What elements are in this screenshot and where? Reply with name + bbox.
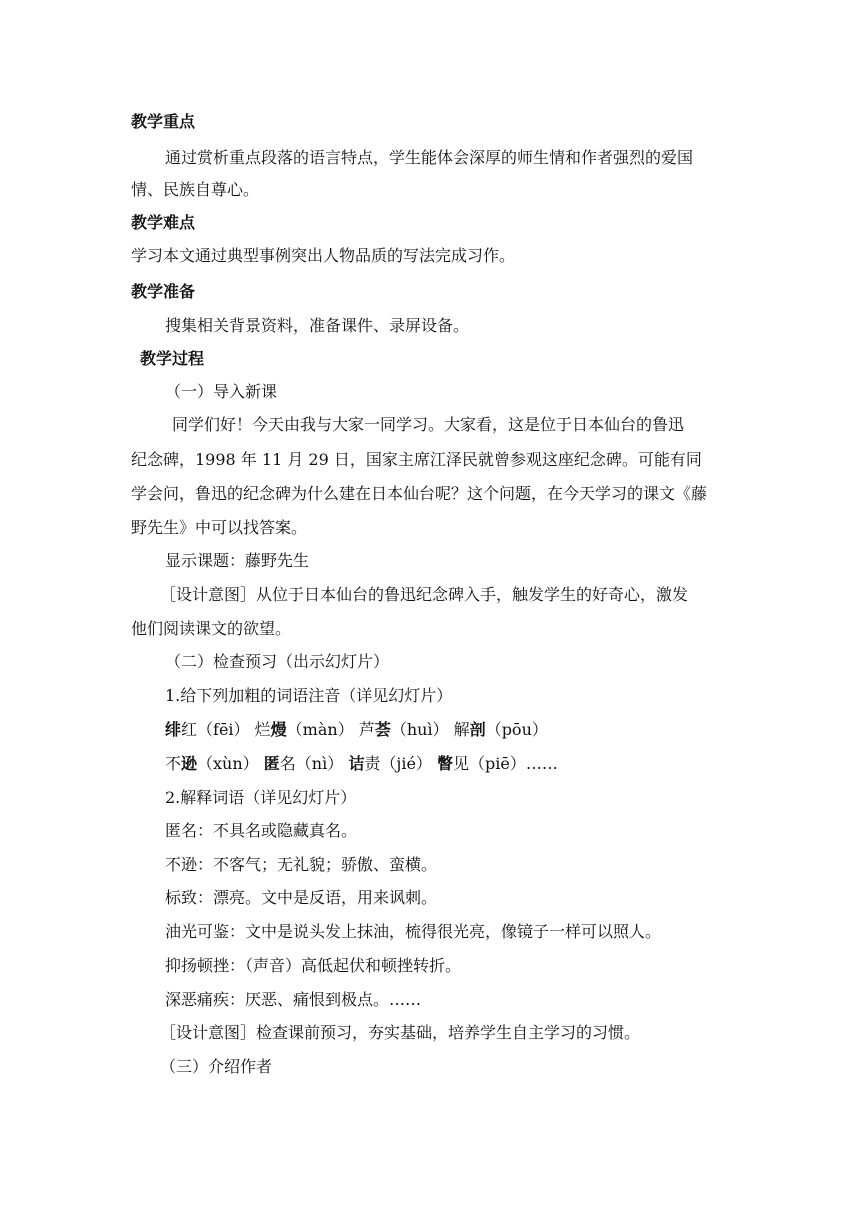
key-points-text-line2: 情、民族自尊心。 — [131, 180, 260, 199]
heading-process: 教学过程 — [140, 349, 205, 368]
part1-intent-line2: 他们阅读课文的欲望。 — [131, 619, 292, 638]
pinyin-word: 解剖（pōu） — [453, 720, 548, 739]
part1-para-line2: 纪念碑，1998 年 11 月 29 日，国家主席江泽民就曾参观这座纪念碑。可能有同 — [131, 450, 702, 469]
pinyin-row-1 — [165, 720, 548, 740]
pinyin-word: 芦荟（huì） — [358, 720, 449, 739]
key-points-text-line1: 通过赏析重点段落的语言特点，学生能体会深厚的师生情和作者强烈的爱国 — [165, 148, 694, 167]
part3-title: （三）介绍作者 — [160, 1057, 273, 1076]
definition-item: 深恶痛疾：厌恶、痛恨到极点。…… — [165, 990, 422, 1009]
pinyin-word: 匿名（nì） — [263, 754, 344, 773]
part1-intent-line1: ［设计意图］从位于日本仙台的鲁迅纪念碑入手，触发学生的好奇心，激发 — [160, 585, 689, 604]
preparation-text: 搜集相关背景资料，准备课件、录屏设备。 — [165, 316, 470, 335]
part2-title: （二）检查预习（出示幻灯片） — [165, 652, 390, 671]
part1-title: （一）导入新课 — [165, 382, 278, 401]
pinyin-word: 烂熳（màn） — [254, 720, 354, 739]
definition-item: 抑扬顿挫：（声音）高低起伏和顿挫转折。 — [165, 956, 462, 975]
part2-intent: ［设计意图］检查课前预习，夯实基础，培养学生自主学习的习惯。 — [160, 1023, 641, 1042]
pinyin-word: 瞥见（piē）…… — [437, 754, 558, 773]
part2-item1-title: 1.给下列加粗的词语注音（详见幻灯片） — [165, 686, 453, 705]
pinyin-word: 绯红（fēi） — [165, 720, 250, 739]
part1-para-line1: 同学们好！今天由我与大家一同学习。大家看，这是位于日本仙台的鲁迅 — [172, 415, 685, 434]
pinyin-word: 诘责（jié） — [348, 754, 432, 773]
part2-item2-title: 2.解释词语（详见幻灯片） — [165, 788, 357, 807]
difficulties-text: 学习本文通过典型事例突出人物品质的写法完成习作。 — [131, 246, 516, 265]
pinyin-row-2 — [165, 754, 558, 774]
pinyin-word: 不逊（xùn） — [165, 754, 259, 773]
part1-show-title: 显示课题：藤野先生 — [165, 551, 310, 570]
definition-item: 匿名：不具名或隐藏真名。 — [165, 821, 358, 840]
part1-para-line3: 学会问，鲁迅的纪念碑为什么建在日本仙台呢？这个问题，在今天学习的课文《藤 — [131, 484, 708, 503]
definition-item: 油光可鉴：文中是说头发上抹油，梳得很光亮，像镜子一样可以照人。 — [165, 922, 662, 941]
definition-item: 不逊：不客气；无礼貌；骄傲、蛮横。 — [165, 855, 438, 874]
heading-key-points: 教学重点 — [131, 112, 196, 131]
heading-difficulties: 教学难点 — [131, 213, 196, 232]
definition-item: 标致：漂亮。文中是反语，用来讽刺。 — [165, 888, 438, 907]
part1-para-line4: 野先生》中可以找答案。 — [131, 518, 308, 537]
heading-preparation: 教学准备 — [131, 282, 196, 301]
